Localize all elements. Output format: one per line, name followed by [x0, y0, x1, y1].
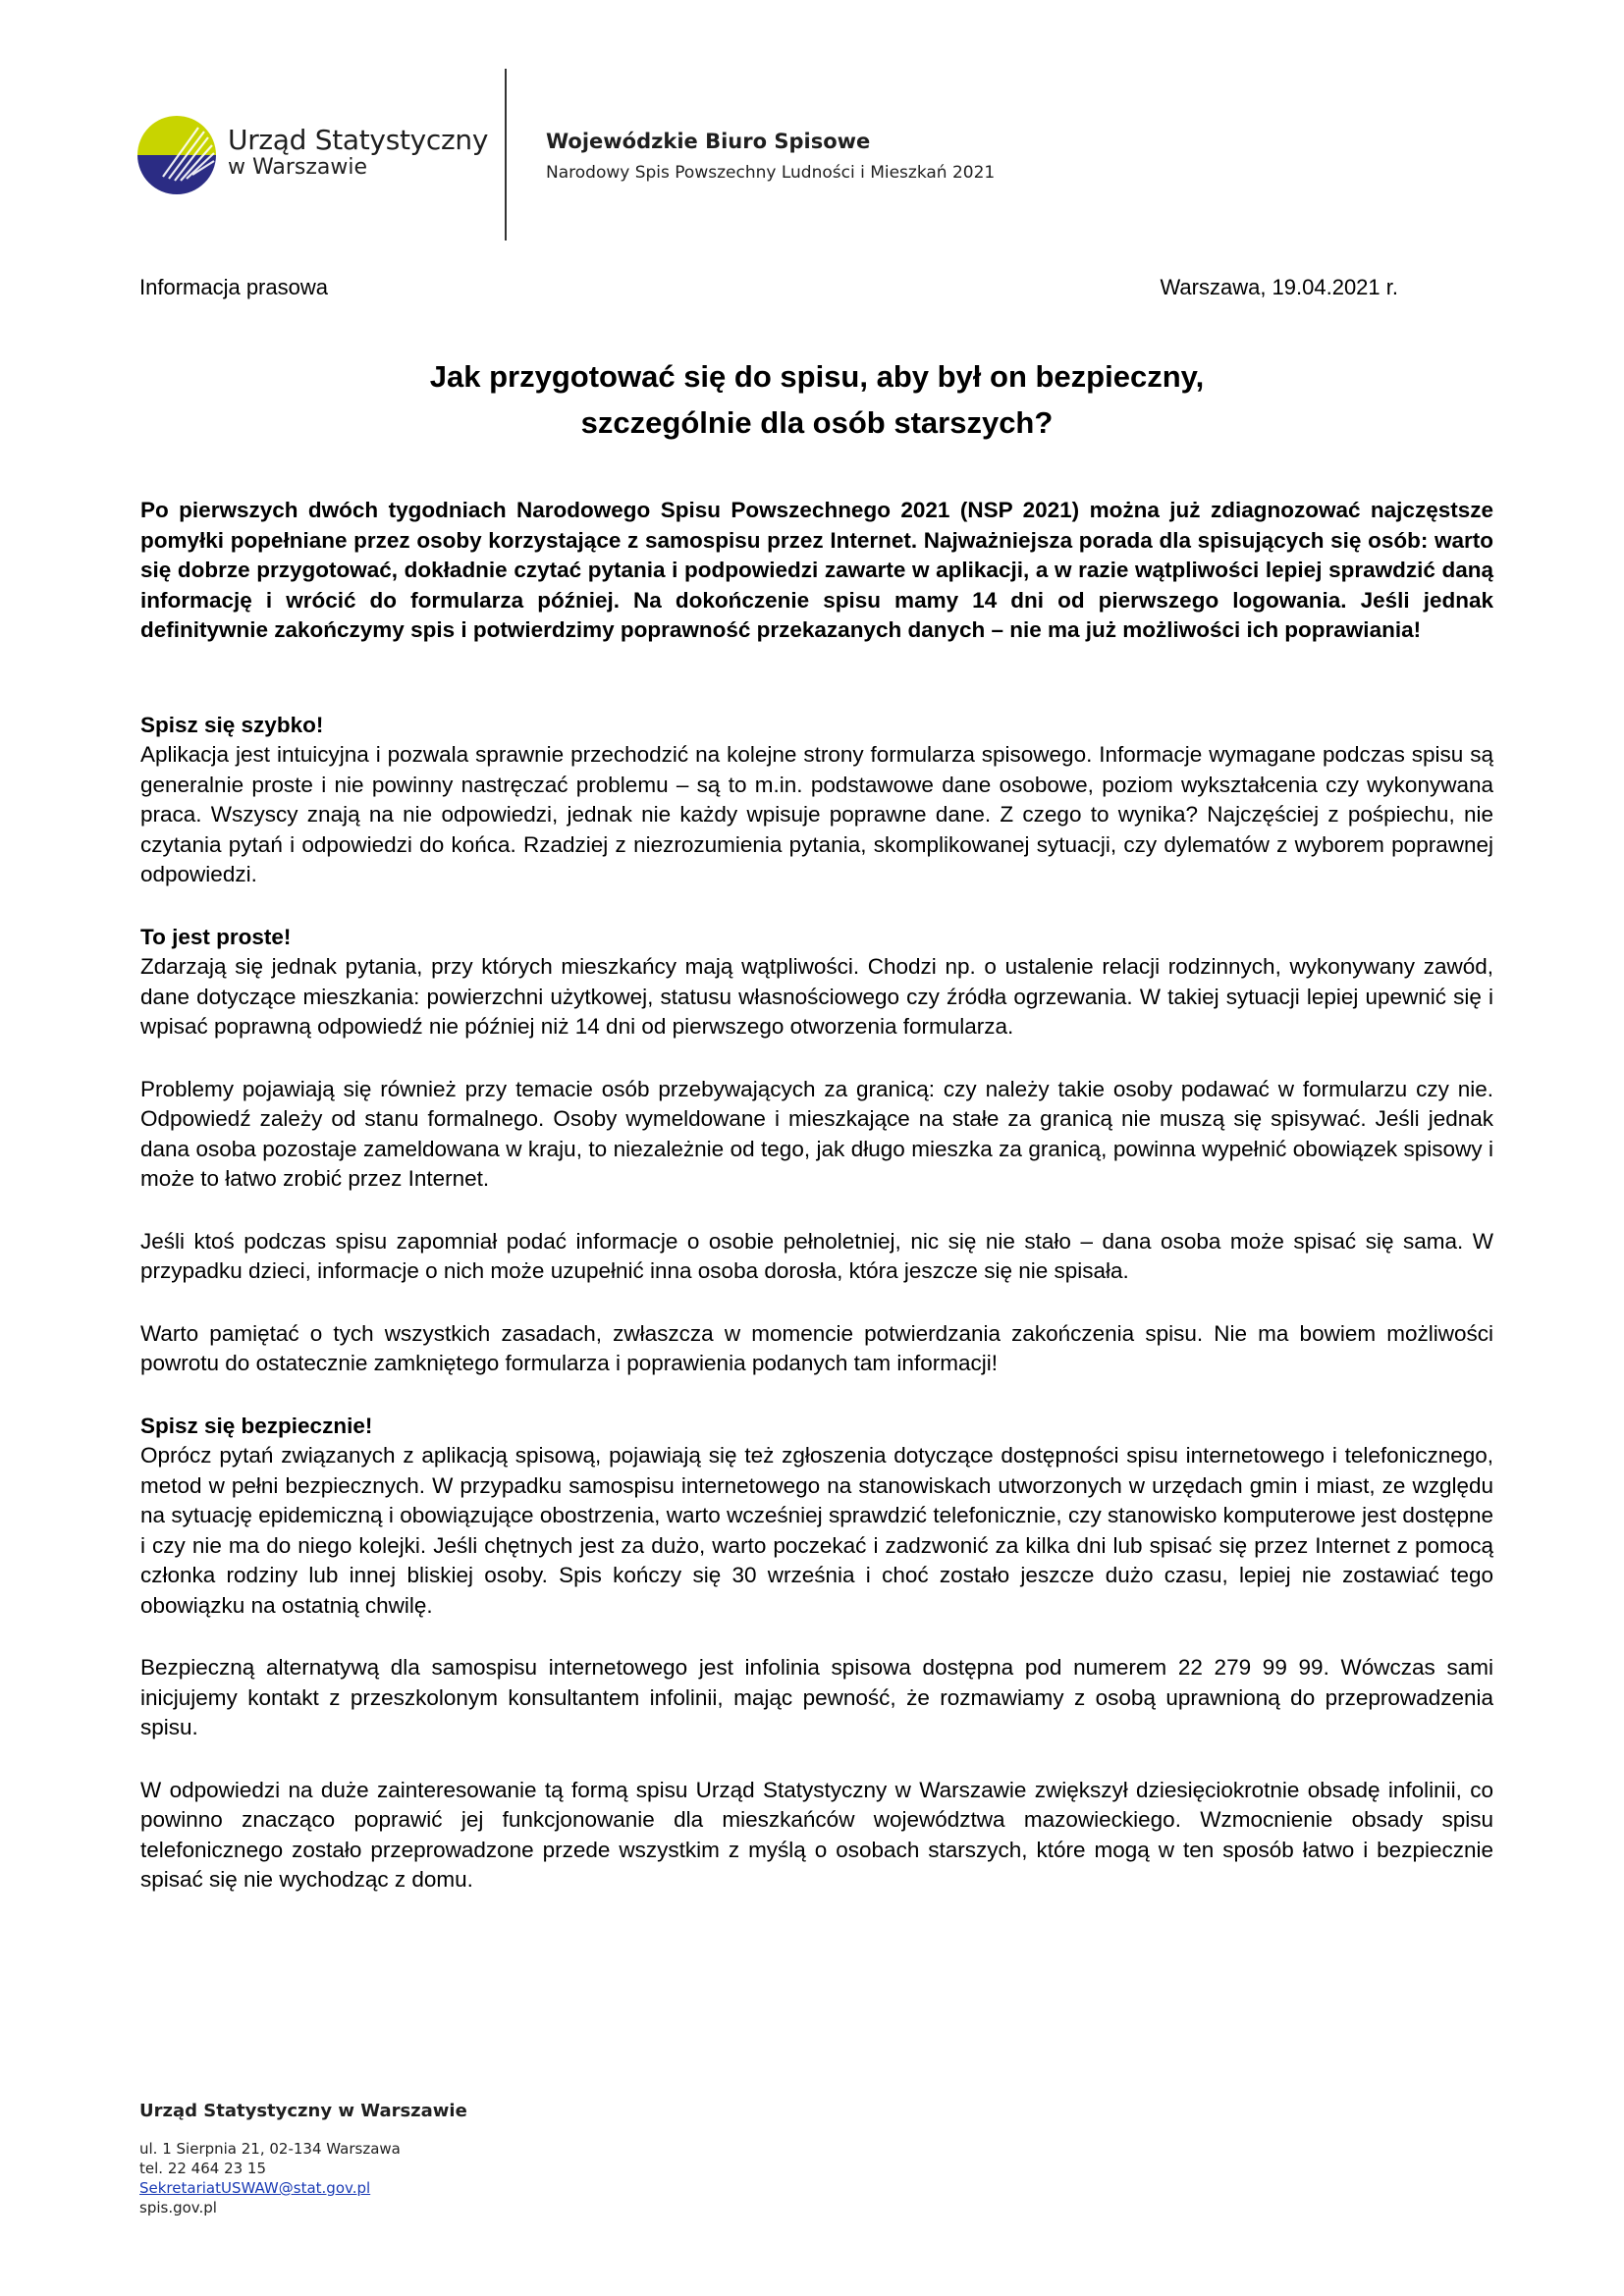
lead-paragraph: Po pierwszych dwóch tygodniach Narodowego Spisu Powszechnego 2021 (NSP 2021) można już zdiagnozować najczęstsze pomyłki popełniane przez osoby korzystające z samospisu przez Internet. Najważniejsza porada dla spisujących się osób: warto się dobrze przygotować, dokładnie czytać pytania i podpowiedzi zawarte w aplikacji, a w razie wątpliwości lepiej sprawdzić daną informację i wrócić do formularza później. Na dokończenie spisu mamy 14 dni od pierwszego logowania. Jeśli jednak definitywnie zakończymy spis i potwierdzimy poprawność przekazanych danych – nie ma już możliwości ich poprawiania! [140, 498, 1493, 642]
title-line-1: Jak przygotować się do spisu, aby był on bezpieczny, [429, 359, 1205, 394]
footer-phone: tel. 22 464 23 15 [139, 2160, 267, 2177]
section-heading-safe: Spisz się bezpiecznie! [140, 1413, 373, 1438]
section-heading-simple: To jest proste! [140, 924, 292, 949]
paragraph: Bezpieczną alternatywą dla samospisu internetowego jest infolinia spisowa dostępna pod numerem 22 279 99 99. Wówczas sami inicjujemy kontakt z przeszkolonym konsultantem infolinii, mając pewność, że rozmawiamy z osobą uprawnioną do przeprowadzenia spisu. [140, 1655, 1493, 1739]
footer-website: spis.gov.pl [139, 2199, 217, 2216]
paragraph: Oprócz pytań związanych z aplikacją spisową, pojawiają się też zgłoszenia dotyczące dostępności spisu internetowego i telefonicznego, metod w pełni bezpiecznych. W przypadku samospisu internetowego na stanowiskach utworzonych w urzędach gmin i miast, ze względu na sytuację epidemiczną i obowiązujące obostrzenia, warto wcześniej sprawdzić telefonicznie, czy stanowisko komputerowe jest dostępne i czy nie ma do niego kolejki. Jeśli chętnych jest za dużo, warto poczekać i zadzwonić za kilka dni lub spisać się przez Internet z pomocą członka rodziny lub innej bliskiej osoby. Spis kończy się 30 września i choć zostało jeszcze dużo czasu, lepiej nie zostawiać tego obowiązku na ostatnią chwilę. [140, 1443, 1493, 1618]
paragraph: Warto pamiętać o tych wszystkich zasadach, zwłaszcza w momencie potwierdzania zakończenia spisu. Nie ma bowiem możliwości powrotu do ostatecznie zamkniętego formularza i poprawienia podanych tam informacji! [140, 1320, 1493, 1375]
footer-email-link[interactable]: SekretariatUSWAW@stat.gov.pl [139, 2179, 371, 2197]
footer-title: Urząd Statystyczny w Warszawie [139, 2101, 467, 2121]
paragraph: Problemy pojawiają się również przy temacie osób przebywających za granicą: czy należy takie osoby podawać w formularzu czy nie. Odpowiedź zależy od stanu formalnego. Osoby wymeldowane i mieszkające na stałe za granicą nie muszą się spisywać. Jeśli jednak dana osoba pozostaje zameldowana w kraju, to niezależnie od tego, jak długo mieszka za granicą, powinna wypełnić obowiązek spisowy i może to łatwo zrobić przez Internet. [140, 1076, 1493, 1191]
census-bureau-title: Wojewódzkie Biuro Spisowe [546, 130, 871, 153]
title-line-2: szczególnie dla osób starszych? [580, 405, 1054, 440]
logo-title: Urząd Statystyczny [228, 124, 489, 156]
section-heading-quick: Spisz się szybko! [140, 712, 324, 737]
press-release-title [139, 353, 1494, 446]
footer-contact [139, 2101, 467, 2217]
footer-address: ul. 1 Sierpnia 21, 02-134 Warszawa [139, 2140, 401, 2158]
letterhead [137, 69, 1119, 240]
statistics-office-logo-icon [137, 108, 216, 202]
logo-subtitle: w Warszawie [228, 155, 367, 181]
logo-wordmark [228, 126, 488, 179]
census-bureau-subtitle: Narodowy Spis Powszechny Ludności i Mieszkań 2021 [546, 163, 996, 183]
header-divider [505, 69, 507, 240]
document-type-label: Informacja prasowa [139, 275, 328, 299]
press-release-body [140, 496, 1493, 1896]
paragraph: Aplikacja jest intuicyjna i pozwala sprawnie przechodzić na kolejne strony formularza spisowego. Informacje wymagane podczas spisu są generalnie proste i nie powinny nastręczać problemu – są to m.in. podstawowe dane osobowe, poziom wykształcenia czy wykonywana praca. Wszyscy znają na nie odpowiedzi, jednak nie każdy wpisuje poprawne dane. Z czego to wynika? Najczęściej z pośpiechu, nie czytania pytań i odpowiedzi do końca. Rzadziej z niezrozumienia pytania, skomplikowanej sytuacji, czy dylematów z wyborem poprawnej odpowiedzi. [140, 742, 1493, 886]
place-and-date: Warszawa, 19.04.2021 r. [1160, 275, 1398, 299]
paragraph: Jeśli ktoś podczas spisu zapomniał podać informacje o osobie pełnoletniej, nic się nie stało – dana osoba może spisać się sama. W przypadku dzieci, informacje o nich może uzupełnić inna osoba dorosła, która jeszcze się nie spisała. [140, 1228, 1493, 1283]
paragraph: W odpowiedzi na duże zainteresowanie tą formą spisu Urząd Statystyczny w Warszawie zwiększył dziesięciokrotnie obsadę infolinii, co powinno znacząco poprawić jej funkcjonowanie dla mieszkańców województwa mazowieckiego. Wzmocnienie obsady spisu telefonicznego zostało przeprowadzone przede wszystkim z myślą o osobach starszych, które mogą w ten sposób łatwo i bezpiecznie spisać się nie wychodząc z domu. [140, 1777, 1493, 1892]
census-bureau-heading [546, 130, 995, 183]
paragraph: Zdarzają się jednak pytania, przy których mieszkańcy mają wątpliwości. Chodzi np. o ustalenie relacji rodzinnych, wykonywany zawód, dane dotyczące mieszkania: powierzchni użytkowej, statusu własnościowego czy źródła ogrzewania. W takiej sytuacji lepiej upewnić się i wpisać poprawną odpowiedź nie później niż 14 dni od pierwszego otworzenia formularza. [140, 954, 1493, 1039]
